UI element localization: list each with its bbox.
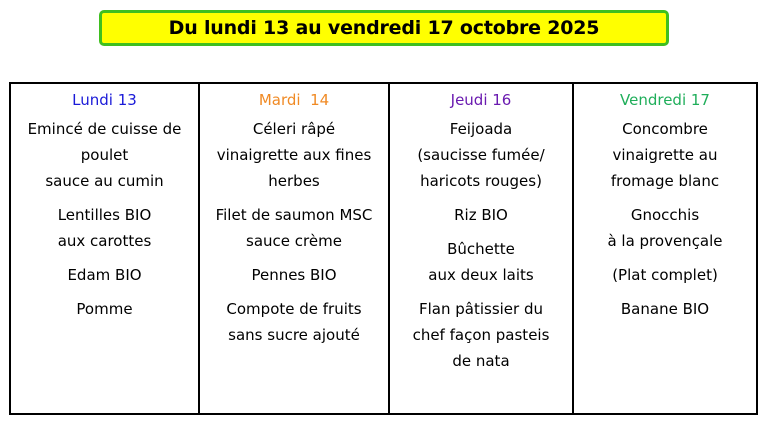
- day-header-friday: Vendredi 17: [620, 91, 710, 109]
- day-column-tuesday: [200, 84, 390, 413]
- dish-cheese: Bûchette aux deux laits: [428, 240, 534, 284]
- week-banner: [99, 10, 669, 46]
- dish-note: (Plat complet): [612, 266, 718, 284]
- dish-main: Filet de saumon MSC sauce crème: [215, 206, 373, 250]
- day-column-thursday: [390, 84, 574, 413]
- week-title: Du lundi 13 au vendredi 17 octobre 2025: [168, 17, 600, 39]
- dish-cheese: Edam BIO: [67, 266, 142, 284]
- dish-dessert: Pomme: [76, 300, 133, 318]
- day-column-friday: [574, 84, 756, 413]
- dish-starter: Céleri râpé vinaigrette aux fines herbes: [216, 120, 372, 190]
- day-header-tuesday: Mardi 14: [258, 91, 330, 109]
- dish-dessert: Flan pâtissier du chef façon pasteis de nata: [412, 300, 550, 370]
- weekly-menu-table: [9, 82, 758, 415]
- dish-side: Pennes BIO: [251, 266, 337, 284]
- dish-main: Gnocchis à la provençale: [607, 206, 723, 250]
- dish-starter: Concombre vinaigrette au fromage blanc: [610, 120, 720, 190]
- day-header-monday: Lundi 13: [72, 91, 137, 109]
- day-header-thursday: Jeudi 16: [450, 91, 512, 109]
- dish-side: Riz BIO: [454, 206, 508, 224]
- dish-dessert: Compote de fruits sans sucre ajouté: [226, 300, 362, 344]
- dish-dessert: Banane BIO: [620, 300, 710, 318]
- dish-starter: Emincé de cuisse de poulet sauce au cumin: [27, 120, 182, 190]
- dish-main: Feijoada (saucisse fumée/ haricots rouges): [417, 120, 545, 190]
- day-column-monday: [11, 84, 200, 413]
- dish-side: Lentilles BIO aux carottes: [57, 206, 152, 250]
